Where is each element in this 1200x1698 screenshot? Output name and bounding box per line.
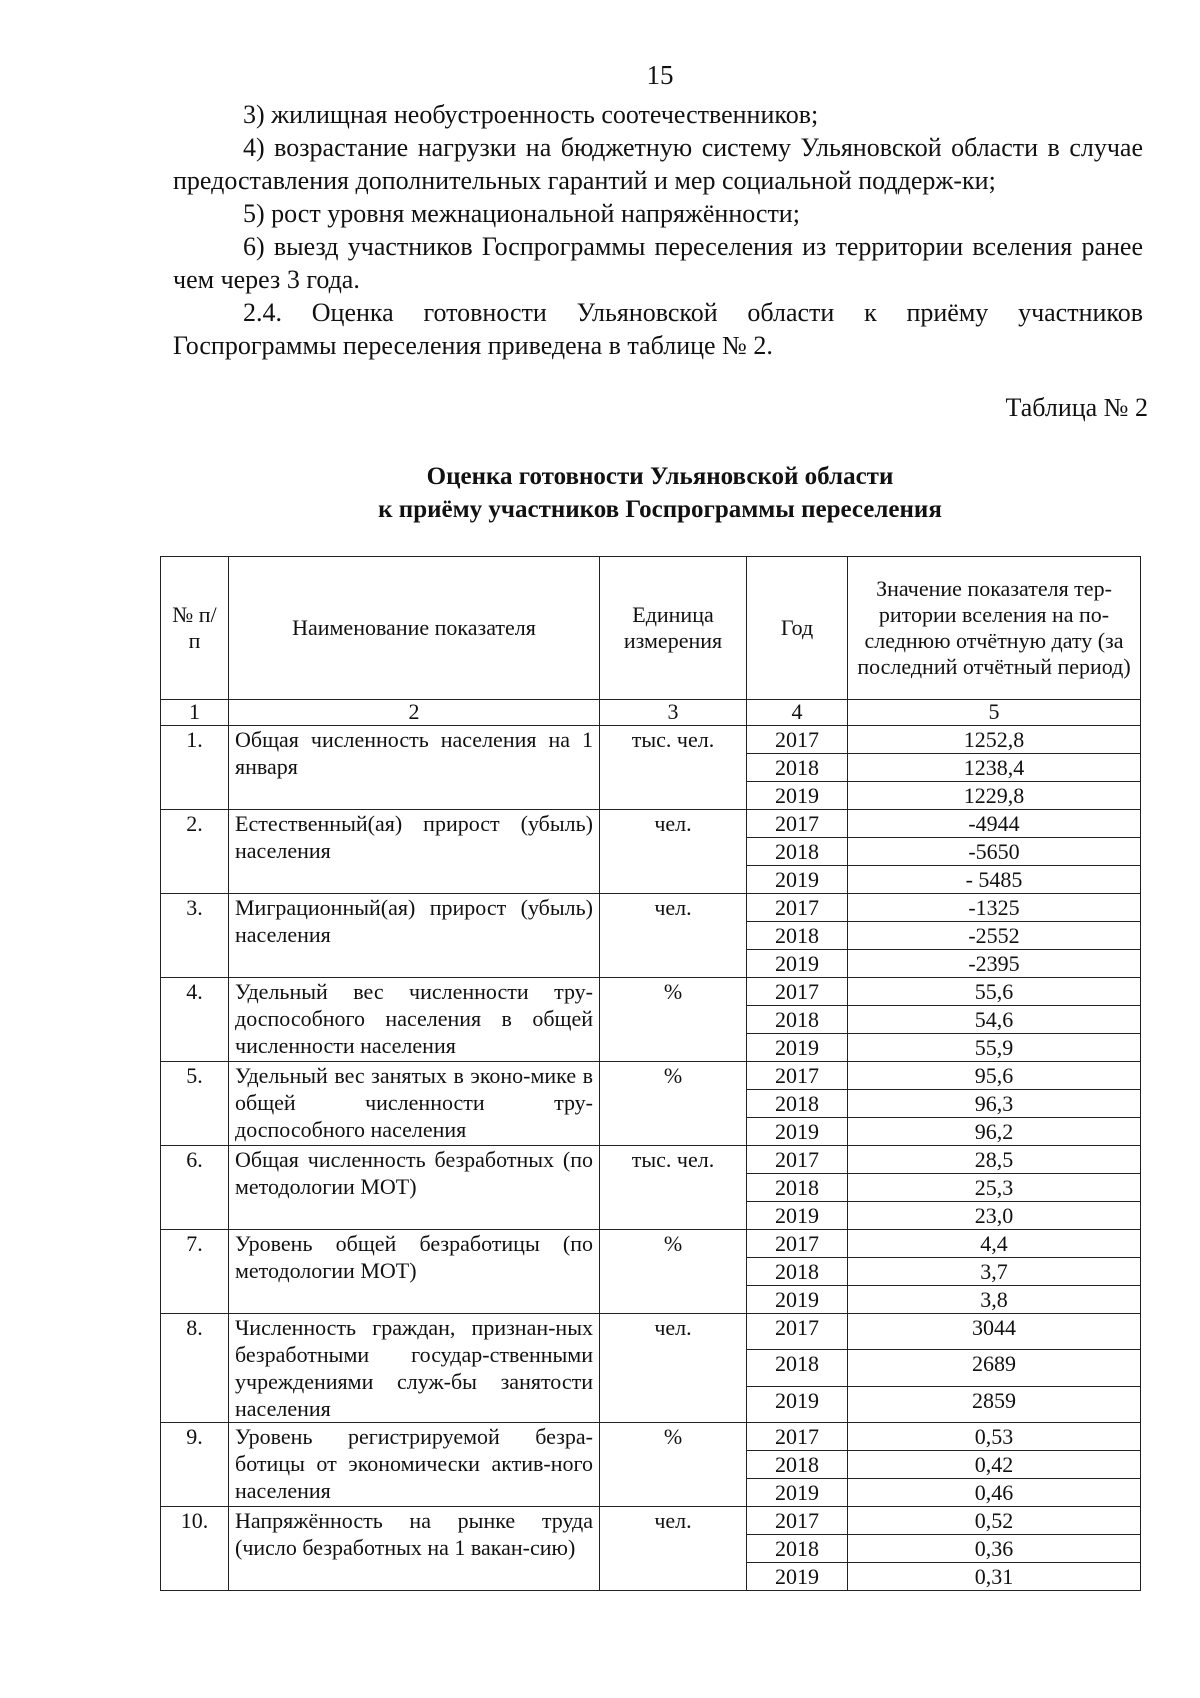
table-row bbox=[161, 978, 1141, 1006]
value-cell: -1325 bbox=[848, 894, 1141, 922]
year-cell: 2019 bbox=[747, 1286, 848, 1314]
value-cell: 0,53 bbox=[848, 1423, 1141, 1451]
year-cell: 2019 bbox=[747, 1386, 848, 1422]
value-cell: 4,4 bbox=[848, 1230, 1141, 1258]
value-cell: -2395 bbox=[848, 950, 1141, 978]
value-cell: 0,42 bbox=[848, 1451, 1141, 1479]
year-cell: 2019 bbox=[747, 1034, 848, 1062]
value-cell: - 5485 bbox=[848, 866, 1141, 894]
year-cell: 2019 bbox=[747, 1202, 848, 1230]
year-cell: 2018 bbox=[747, 1451, 848, 1479]
intro-paragraph: 5) рост уровня межнациональной напряжённости; bbox=[243, 199, 800, 228]
year-cell: 2019 bbox=[747, 1479, 848, 1507]
page-number: 15 bbox=[646, 60, 674, 90]
value-cell: 0,46 bbox=[848, 1479, 1141, 1507]
column-number: 4 bbox=[747, 700, 848, 726]
year-cell: 2018 bbox=[747, 1350, 848, 1386]
value-cell: 28,5 bbox=[848, 1146, 1141, 1174]
column-number: 5 bbox=[848, 700, 1141, 726]
year-cell: 2017 bbox=[747, 1314, 848, 1350]
year-cell: 2018 bbox=[747, 1174, 848, 1202]
indicator-unit: чел. bbox=[600, 1314, 747, 1423]
value-cell: 95,6 bbox=[848, 1062, 1141, 1090]
year-cell: 2018 bbox=[747, 922, 848, 950]
value-cell: 0,52 bbox=[848, 1507, 1141, 1535]
year-cell: 2018 bbox=[747, 1535, 848, 1563]
year-cell: 2018 bbox=[747, 754, 848, 782]
value-cell: 2689 bbox=[848, 1350, 1141, 1386]
indicator-name: Численность граждан, признан-ных безработными государ-ственными учреждениями служ-бы занятости населения bbox=[229, 1314, 600, 1423]
table-row bbox=[161, 1230, 1141, 1258]
indicator-unit: % bbox=[600, 1062, 747, 1146]
indicator-unit: тыс. чел. bbox=[600, 726, 747, 810]
value-cell: 25,3 bbox=[848, 1174, 1141, 1202]
value-cell: 0,31 bbox=[848, 1563, 1141, 1591]
year-cell: 2018 bbox=[747, 1090, 848, 1118]
table-row bbox=[161, 810, 1141, 838]
year-cell: 2019 bbox=[747, 1563, 848, 1591]
value-cell: 55,9 bbox=[848, 1034, 1141, 1062]
year-cell: 2018 bbox=[747, 1258, 848, 1286]
year-cell: 2017 bbox=[747, 978, 848, 1006]
value-cell: 1229,8 bbox=[848, 782, 1141, 810]
indicator-unit: чел. bbox=[600, 810, 747, 894]
year-cell: 2018 bbox=[747, 1006, 848, 1034]
value-cell: 96,3 bbox=[848, 1090, 1141, 1118]
indicator-name: Напряжённость на рынке труда (число безработных на 1 вакан-сию) bbox=[229, 1507, 600, 1591]
year-cell: 2017 bbox=[747, 894, 848, 922]
value-cell: 96,2 bbox=[848, 1118, 1141, 1146]
year-cell: 2019 bbox=[747, 1118, 848, 1146]
table-title-line-2: к приёму участников Госпрограммы переселения bbox=[378, 496, 942, 523]
value-cell: 23,0 bbox=[848, 1202, 1141, 1230]
indicator-number: 5. bbox=[161, 1062, 229, 1146]
year-cell: 2017 bbox=[747, 726, 848, 754]
value-cell: 3044 bbox=[848, 1314, 1141, 1350]
year-cell: 2017 bbox=[747, 1507, 848, 1535]
year-cell: 2017 bbox=[747, 810, 848, 838]
intro-paragraph: 3) жилищная необустроенность соотечественников; bbox=[243, 100, 819, 129]
indicator-name: Миграционный(ая) прирост (убыль) населения bbox=[229, 894, 600, 978]
value-cell: 0,36 bbox=[848, 1535, 1141, 1563]
intro-paragraph: 4) возрастание нагрузки на бюджетную систему Ульяновской области в случае предоставления дополнительных гарантий и мер социальной поддерж-ки; bbox=[173, 133, 1143, 195]
year-cell: 2019 bbox=[747, 866, 848, 894]
table-header-row bbox=[161, 557, 1141, 700]
value-cell: 2859 bbox=[848, 1386, 1141, 1422]
indicator-unit: % bbox=[600, 1230, 747, 1314]
table-row bbox=[161, 1423, 1141, 1451]
value-cell: -2552 bbox=[848, 922, 1141, 950]
year-cell: 2017 bbox=[747, 1423, 848, 1451]
header-unit: Единица измерения bbox=[600, 557, 747, 700]
indicator-number: 1. bbox=[161, 726, 229, 810]
indicator-name: Удельный вес занятых в эконо-мике в общей численности тру-доспособного населения bbox=[229, 1062, 600, 1146]
header-year: Год bbox=[747, 557, 848, 700]
value-cell: 1238,4 bbox=[848, 754, 1141, 782]
indicators-table bbox=[160, 556, 1141, 1591]
value-cell: -4944 bbox=[848, 810, 1141, 838]
indicator-number: 6. bbox=[161, 1146, 229, 1230]
table-row bbox=[161, 894, 1141, 922]
indicator-unit: чел. bbox=[600, 894, 747, 978]
year-cell: 2019 bbox=[747, 782, 848, 810]
year-cell: 2017 bbox=[747, 1230, 848, 1258]
column-number-row bbox=[161, 700, 1141, 726]
table-title-line-1: Оценка готовности Ульяновской области bbox=[426, 463, 894, 490]
header-value: Значение показателя тер-ритории вселения на по-следнюю отчётную дату (за последний отчётный период) bbox=[848, 557, 1141, 700]
table-row bbox=[161, 726, 1141, 754]
intro-paragraph: 6) выезд участников Госпрограммы переселения из территории вселения ранее чем через 3 года. bbox=[173, 232, 1143, 294]
intro-paragraph: 2.4. Оценка готовности Ульяновской области к приёму участников Госпрограммы переселения приведена в таблице № 2. bbox=[173, 298, 1143, 360]
indicator-name: Уровень общей безработицы (по методологии МОТ) bbox=[229, 1230, 600, 1314]
indicator-unit: % bbox=[600, 1423, 747, 1507]
year-cell: 2017 bbox=[747, 1062, 848, 1090]
indicator-unit: % bbox=[600, 978, 747, 1062]
indicator-name: Удельный вес численности тру-доспособного населения в общей численности населения bbox=[229, 978, 600, 1062]
indicator-name: Естественный(ая) прирост (убыль) населения bbox=[229, 810, 600, 894]
year-cell: 2017 bbox=[747, 1146, 848, 1174]
table-row bbox=[161, 1314, 1141, 1350]
column-number: 1 bbox=[161, 700, 229, 726]
indicator-name: Общая численность населения на 1 января bbox=[229, 726, 600, 810]
table-label: Таблица № 2 bbox=[1005, 393, 1148, 422]
value-cell: 3,8 bbox=[848, 1286, 1141, 1314]
year-cell: 2019 bbox=[747, 950, 848, 978]
indicator-number: 7. bbox=[161, 1230, 229, 1314]
header-indicator-name: Наименование показателя bbox=[229, 557, 600, 700]
table-body bbox=[161, 726, 1141, 1591]
indicator-unit: чел. bbox=[600, 1507, 747, 1591]
indicator-number: 2. bbox=[161, 810, 229, 894]
indicator-number: 10. bbox=[161, 1507, 229, 1591]
table-row bbox=[161, 1062, 1141, 1090]
indicator-number: 3. bbox=[161, 894, 229, 978]
table-title bbox=[0, 460, 1200, 526]
column-number: 3 bbox=[600, 700, 747, 726]
value-cell: 54,6 bbox=[848, 1006, 1141, 1034]
year-cell: 2018 bbox=[747, 838, 848, 866]
value-cell: 3,7 bbox=[848, 1258, 1141, 1286]
value-cell: 55,6 bbox=[848, 978, 1141, 1006]
intro-text bbox=[173, 98, 1143, 362]
indicator-number: 9. bbox=[161, 1423, 229, 1507]
indicator-number: 4. bbox=[161, 978, 229, 1062]
indicator-unit: тыс. чел. bbox=[600, 1146, 747, 1230]
indicator-name: Общая численность безработных (по методологии МОТ) bbox=[229, 1146, 600, 1230]
value-cell: -5650 bbox=[848, 838, 1141, 866]
table-row bbox=[161, 1146, 1141, 1174]
indicator-name: Уровень регистрируемой безра-ботицы от экономически актив-ного населения bbox=[229, 1423, 600, 1507]
indicator-number: 8. bbox=[161, 1314, 229, 1423]
value-cell: 1252,8 bbox=[848, 726, 1141, 754]
header-number: № п/п bbox=[161, 557, 229, 700]
table-row bbox=[161, 1507, 1141, 1535]
column-number: 2 bbox=[229, 700, 600, 726]
